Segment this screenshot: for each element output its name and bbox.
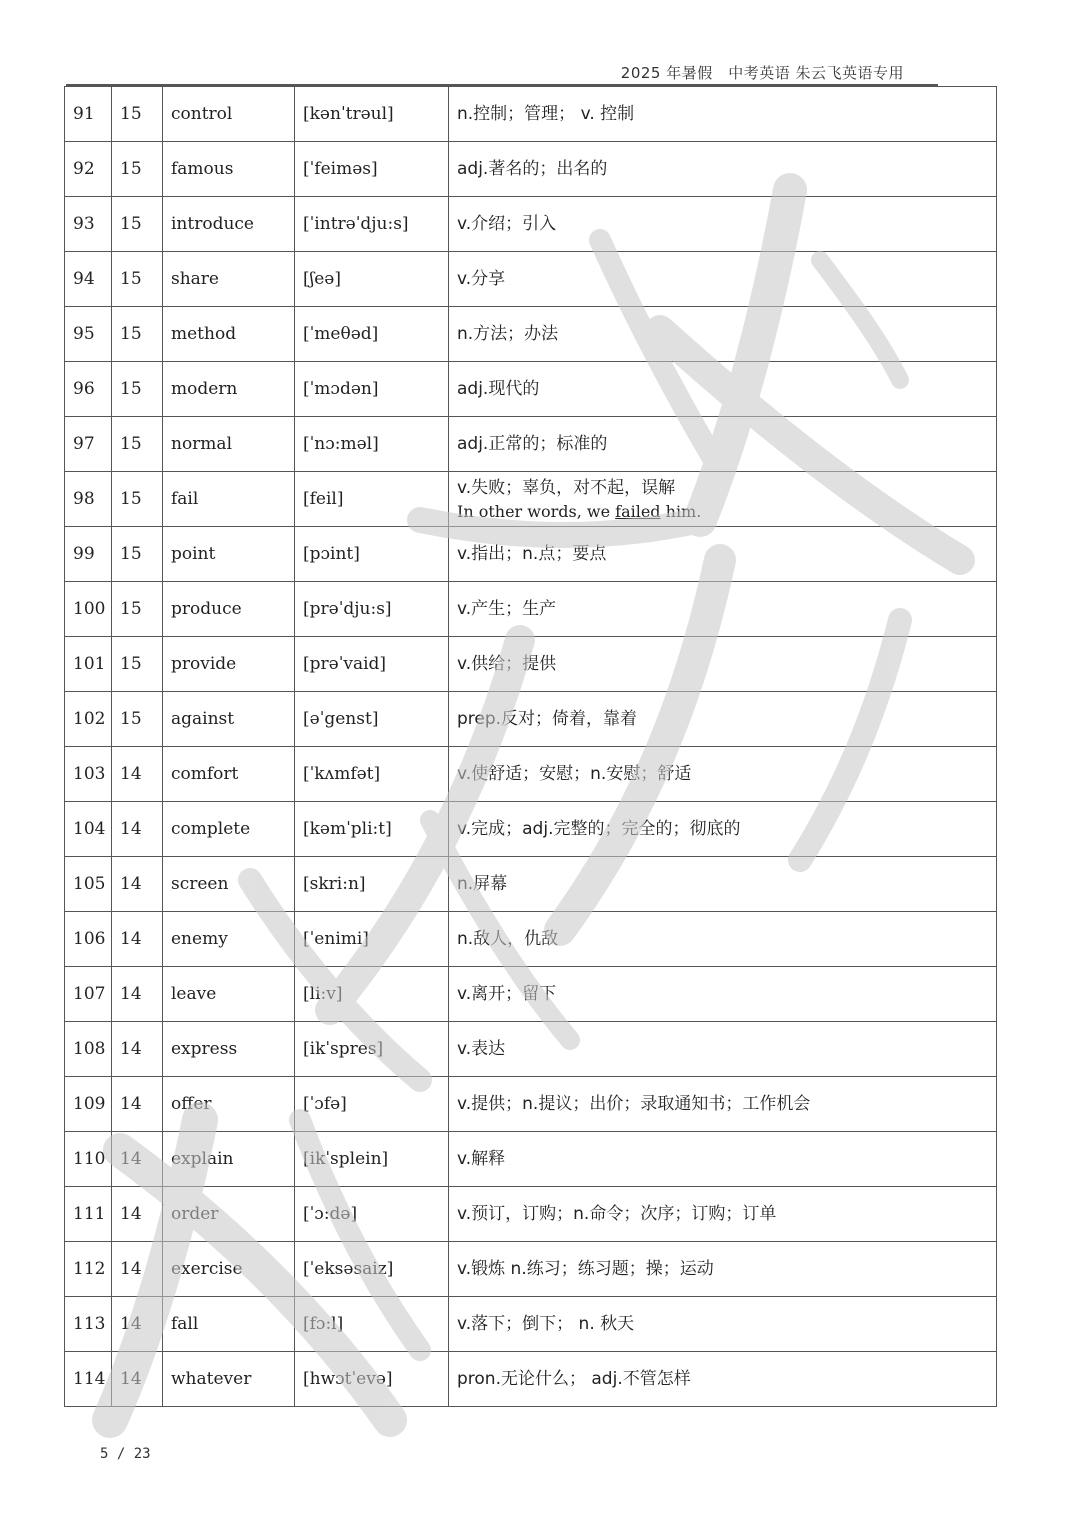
table-row xyxy=(65,692,997,747)
row-meaning-cell xyxy=(449,912,997,967)
table-row xyxy=(65,417,997,472)
table-row xyxy=(65,197,997,252)
row-index: 99 xyxy=(65,527,112,582)
row-phonetic: [skri:n] xyxy=(295,857,449,912)
row-phonetic: [pɔint] xyxy=(295,527,449,582)
row-word: screen xyxy=(163,857,295,912)
row-frequency: 14 xyxy=(112,1297,163,1352)
table-row xyxy=(65,307,997,362)
row-word: enemy xyxy=(163,912,295,967)
row-word: offer xyxy=(163,1077,295,1132)
row-meaning-cell xyxy=(449,197,997,252)
table-row xyxy=(65,1242,997,1297)
table-row xyxy=(65,362,997,417)
row-meaning: v.落下；倒下； n. 秋天 xyxy=(457,1314,635,1334)
row-meaning-cell xyxy=(449,527,997,582)
example-underlined: failed xyxy=(615,502,661,521)
row-meaning: v.表达 xyxy=(457,1039,506,1059)
row-index: 91 xyxy=(65,87,112,142)
row-meaning: n.方法；办法 xyxy=(457,324,559,344)
row-phonetic: [hwɔtˈevə] xyxy=(295,1352,449,1407)
row-index: 104 xyxy=(65,802,112,857)
row-index: 107 xyxy=(65,967,112,1022)
row-phonetic: [feil] xyxy=(295,472,449,527)
row-frequency: 15 xyxy=(112,87,163,142)
row-index: 95 xyxy=(65,307,112,362)
table-row xyxy=(65,1352,997,1407)
row-phonetic: [fɔ:l] xyxy=(295,1297,449,1352)
row-meaning-cell xyxy=(449,637,997,692)
table-row xyxy=(65,1132,997,1187)
row-meaning: v.使舒适；安慰；n.安慰；舒适 xyxy=(457,764,692,784)
row-meaning: v.分享 xyxy=(457,269,506,289)
row-meaning: prep.反对；倚着，靠着 xyxy=(457,709,638,729)
row-meaning-cell xyxy=(449,87,997,142)
row-word: modern xyxy=(163,362,295,417)
row-index: 113 xyxy=(65,1297,112,1352)
row-frequency: 15 xyxy=(112,582,163,637)
row-word: method xyxy=(163,307,295,362)
row-meaning: n.敌人，仇敌 xyxy=(457,929,559,949)
table-row xyxy=(65,1077,997,1132)
row-phonetic: [kənˈtrəul] xyxy=(295,87,449,142)
row-phonetic: [li:v] xyxy=(295,967,449,1022)
row-meaning-cell xyxy=(449,1352,997,1407)
row-meaning-cell xyxy=(449,252,997,307)
row-phonetic: [ikˈsplein] xyxy=(295,1132,449,1187)
row-meaning: n.控制；管理； v. 控制 xyxy=(457,104,635,124)
row-frequency: 14 xyxy=(112,1077,163,1132)
table-row xyxy=(65,857,997,912)
row-word: fall xyxy=(163,1297,295,1352)
row-index: 102 xyxy=(65,692,112,747)
row-frequency: 15 xyxy=(112,307,163,362)
row-word: whatever xyxy=(163,1352,295,1407)
row-frequency: 14 xyxy=(112,857,163,912)
row-word: point xyxy=(163,527,295,582)
row-meaning: v.供给；提供 xyxy=(457,654,557,674)
row-index: 101 xyxy=(65,637,112,692)
table-row xyxy=(65,802,997,857)
table-row xyxy=(65,252,997,307)
table-row xyxy=(65,637,997,692)
row-frequency: 15 xyxy=(112,692,163,747)
row-meaning-cell xyxy=(449,417,997,472)
row-meaning-cell xyxy=(449,1242,997,1297)
row-meaning: v.离开；留下 xyxy=(457,984,557,1004)
row-phonetic: [əˈgenst] xyxy=(295,692,449,747)
row-frequency: 15 xyxy=(112,637,163,692)
row-meaning: v.完成；adj.完整的；完全的；彻底的 xyxy=(457,819,741,839)
row-word: explain xyxy=(163,1132,295,1187)
row-frequency: 14 xyxy=(112,967,163,1022)
row-index: 97 xyxy=(65,417,112,472)
example-before: In other words, we xyxy=(457,502,616,521)
row-meaning: adj.正常的；标准的 xyxy=(457,434,608,454)
row-phonetic: [ˈnɔ:məl] xyxy=(295,417,449,472)
row-example xyxy=(457,501,996,523)
row-frequency: 14 xyxy=(112,1242,163,1297)
row-meaning: v.指出；n.点；要点 xyxy=(457,544,607,564)
row-meaning-cell xyxy=(449,1132,997,1187)
row-meaning-cell xyxy=(449,857,997,912)
row-meaning: v.介绍；引入 xyxy=(457,214,557,234)
table-row xyxy=(65,1297,997,1352)
row-phonetic: [ʃeə] xyxy=(295,252,449,307)
row-index: 108 xyxy=(65,1022,112,1077)
row-frequency: 15 xyxy=(112,142,163,197)
row-meaning-cell xyxy=(449,142,997,197)
row-frequency: 14 xyxy=(112,747,163,802)
row-meaning: v.产生；生产 xyxy=(457,599,557,619)
row-index: 100 xyxy=(65,582,112,637)
row-meaning-cell xyxy=(449,1022,997,1077)
vocab-table-body xyxy=(65,87,997,1407)
row-word: fail xyxy=(163,472,295,527)
row-meaning: v.失败；辜负，对不起，误解 xyxy=(457,478,676,498)
row-word: famous xyxy=(163,142,295,197)
row-frequency: 15 xyxy=(112,252,163,307)
table-row xyxy=(65,527,997,582)
row-phonetic: [ˈfeiməs] xyxy=(295,142,449,197)
row-word: exercise xyxy=(163,1242,295,1297)
row-phonetic: [prəˈdju:s] xyxy=(295,582,449,637)
table-row xyxy=(65,1187,997,1242)
row-phonetic: [ˈeksəsaiz] xyxy=(295,1242,449,1297)
row-frequency: 15 xyxy=(112,197,163,252)
table-row xyxy=(65,87,997,142)
row-index: 103 xyxy=(65,747,112,802)
row-meaning-cell xyxy=(449,802,997,857)
row-index: 98 xyxy=(65,472,112,527)
row-index: 109 xyxy=(65,1077,112,1132)
row-frequency: 14 xyxy=(112,1187,163,1242)
row-phonetic: [prəˈvaid] xyxy=(295,637,449,692)
row-word: complete xyxy=(163,802,295,857)
vocab-table xyxy=(64,86,997,1407)
row-phonetic: [ˈɔ:də] xyxy=(295,1187,449,1242)
row-frequency: 15 xyxy=(112,362,163,417)
row-word: introduce xyxy=(163,197,295,252)
table-row xyxy=(65,912,997,967)
row-index: 112 xyxy=(65,1242,112,1297)
row-index: 96 xyxy=(65,362,112,417)
row-phonetic: [kəmˈpli:t] xyxy=(295,802,449,857)
header-title: 2025 年暑假 中考英语 朱云飞英语专用 xyxy=(620,64,904,82)
row-index: 106 xyxy=(65,912,112,967)
row-word: order xyxy=(163,1187,295,1242)
row-index: 94 xyxy=(65,252,112,307)
table-row xyxy=(65,1022,997,1077)
row-word: leave xyxy=(163,967,295,1022)
row-frequency: 14 xyxy=(112,802,163,857)
row-meaning-cell xyxy=(449,307,997,362)
row-word: provide xyxy=(163,637,295,692)
page-header xyxy=(0,58,1080,86)
row-meaning-cell xyxy=(449,967,997,1022)
row-word: normal xyxy=(163,417,295,472)
row-frequency: 14 xyxy=(112,912,163,967)
row-meaning: adj.著名的；出名的 xyxy=(457,159,608,179)
row-index: 93 xyxy=(65,197,112,252)
row-frequency: 15 xyxy=(112,527,163,582)
row-meaning: n.屏幕 xyxy=(457,874,508,894)
row-meaning-cell xyxy=(449,362,997,417)
row-index: 110 xyxy=(65,1132,112,1187)
row-phonetic: [ˈintrəˈdju:s] xyxy=(295,197,449,252)
row-meaning: pron.无论什么； adj.不管怎样 xyxy=(457,1369,691,1389)
table-row xyxy=(65,472,997,527)
row-word: share xyxy=(163,252,295,307)
row-frequency: 15 xyxy=(112,472,163,527)
row-meaning: v.提供；n.提议；出价；录取通知书；工作机会 xyxy=(457,1094,811,1114)
row-index: 114 xyxy=(65,1352,112,1407)
table-row xyxy=(65,967,997,1022)
row-phonetic: [ˈkʌmfət] xyxy=(295,747,449,802)
row-index: 92 xyxy=(65,142,112,197)
row-phonetic: [ikˈspres] xyxy=(295,1022,449,1077)
row-meaning-cell xyxy=(449,472,997,527)
row-word: express xyxy=(163,1022,295,1077)
example-after: him. xyxy=(660,502,702,521)
row-meaning: adj.现代的 xyxy=(457,379,540,399)
row-meaning-cell xyxy=(449,1187,997,1242)
row-word: against xyxy=(163,692,295,747)
row-phonetic: [ˈɔfə] xyxy=(295,1077,449,1132)
row-meaning: v.解释 xyxy=(457,1149,506,1169)
row-meaning-cell xyxy=(449,747,997,802)
table-row xyxy=(65,142,997,197)
row-phonetic: [ˈmeθəd] xyxy=(295,307,449,362)
table-row xyxy=(65,582,997,637)
row-meaning: v.预订，订购；n.命令；次序；订购；订单 xyxy=(457,1204,777,1224)
row-word: comfort xyxy=(163,747,295,802)
row-frequency: 14 xyxy=(112,1132,163,1187)
row-frequency: 14 xyxy=(112,1352,163,1407)
row-index: 105 xyxy=(65,857,112,912)
row-meaning-cell xyxy=(449,1297,997,1352)
row-meaning-cell xyxy=(449,582,997,637)
row-frequency: 15 xyxy=(112,417,163,472)
row-word: control xyxy=(163,87,295,142)
row-word: produce xyxy=(163,582,295,637)
page-number: 5 / 23 xyxy=(100,1446,151,1462)
row-meaning: v.锻炼 n.练习；练习题；操；运动 xyxy=(457,1259,714,1279)
row-index: 111 xyxy=(65,1187,112,1242)
row-phonetic: [ˈenimi] xyxy=(295,912,449,967)
row-meaning-cell xyxy=(449,692,997,747)
row-phonetic: [ˈmɔdən] xyxy=(295,362,449,417)
row-frequency: 14 xyxy=(112,1022,163,1077)
table-row xyxy=(65,747,997,802)
row-meaning-cell xyxy=(449,1077,997,1132)
